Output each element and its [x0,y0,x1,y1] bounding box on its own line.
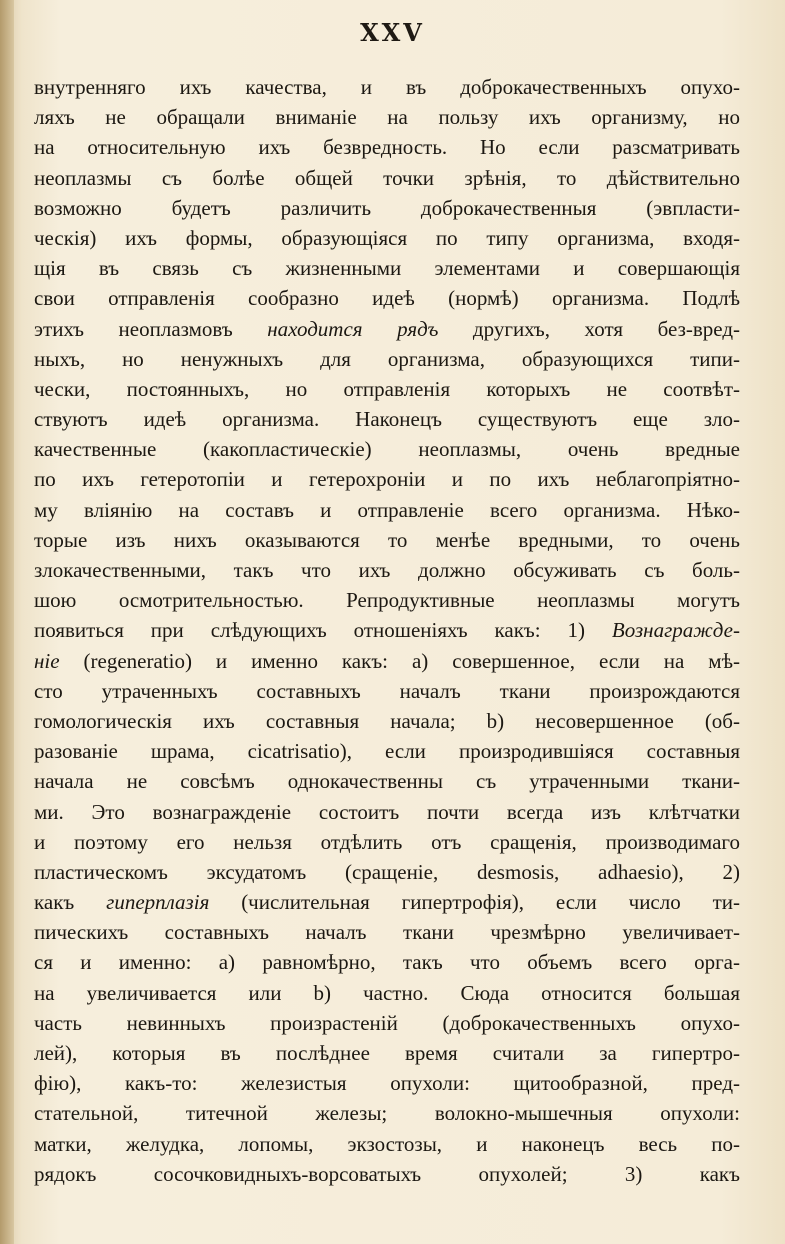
line-text: ся и именно: a) равномѣрно, такъ что объемъ всего орга- [34,950,740,975]
line-text: ми. Это вознагражденіе состоитъ почти всегда изъ клѣтчатки [34,799,740,824]
line-text: часть невинныхъ произрастеній (доброкачественныхъ опухо- [34,1010,740,1035]
line-text: появиться при слѣдующихъ отношеніяхъ какъ: 1) [34,618,612,643]
text-line [34,1098,740,1128]
text-line [34,102,740,132]
line-text: какъ [34,890,107,915]
text-line [34,736,740,766]
line-text: фію), какъ-то: железистыя опухоли: щитообразной, пред- [34,1071,740,1096]
line-text: этихъ неоплазмовъ [34,316,268,341]
text-line [34,193,740,223]
text-line [34,917,740,947]
line-text: му вліянію на составъ и отправленіе всего организма. Нѣко- [34,497,740,522]
text-line [34,132,740,162]
line-text: внутренняго ихъ качества, и въ доброкачественныхъ опухо- [34,75,740,99]
text-line [34,314,740,344]
text-line [34,283,740,313]
text-line [34,344,740,374]
text-line [34,555,740,585]
line-text: свои отправленія сообразно идеѣ (нормѣ) организма. Подлѣ [34,286,740,311]
line-text: на увеличивается или b) частно. Сюда относится большая [34,980,740,1005]
text-line [34,404,740,434]
text-line [34,978,740,1008]
line-text: ческія) ихъ формы, образующіяся по типу организма, входя- [34,225,740,250]
body-text [34,72,740,1189]
text-line [34,374,740,404]
line-text: чески, постоянныхъ, но отправленія которыхъ не соотвѣт- [34,376,740,401]
text-line [34,797,740,827]
line-text: пластическомъ эксудатомъ (сращеніе, desmosis, adhaesio), 2) [34,859,740,884]
line-text: рядокъ сосочковидныхъ-ворсоватыхъ опухолей; 3) какъ [34,1161,740,1186]
text-line [34,434,740,464]
line-text: по ихъ гетеротопіи и гетерохроніи и по ихъ неблагопріятно- [34,467,740,492]
line-text: шою осмотрительностью. Репродуктивные неоплазмы могутъ [34,588,740,613]
line-text: злокачественными, такъ что ихъ должно обсуживать съ боль- [34,558,740,582]
line-text: и поэтому его нельзя отдѣлить отъ сращенія, производимаго [34,829,740,854]
line-text: лей), которыя въ послѣднее время считали за гипертро- [34,1041,740,1065]
text-line [34,676,740,706]
line-text: неоплазмы съ болѣе общей точки зрѣнія, то дѣйствительно [34,165,740,190]
line-text: разованіе шрама, cicatrisatio), если произродившіяся составныя [34,739,740,764]
text-line [34,766,740,796]
text-line [34,223,740,253]
text-line [34,827,740,857]
text-line [34,1008,740,1038]
text-line [34,1159,740,1189]
text-line [34,1129,740,1159]
line-text: гомологическія ихъ составныя начала; b) несовершенное (об- [34,708,740,733]
line-text: ныхъ, но ненужныхъ для организма, образующихся типи- [34,346,740,371]
text-line [34,615,740,645]
text-line [34,1068,740,1098]
line-text: начала не совсѣмъ однокачественны съ утраченными ткани- [34,769,740,794]
text-line [34,253,740,283]
line-text: (числительная гипертрофія), если число ти- [209,890,740,915]
italic-term: гиперплазія [106,890,210,915]
text-line [34,706,740,736]
line-text: сто утраченныхъ составныхъ началъ ткани произрождаются [34,678,740,703]
italic-term: находится рядъ [267,316,439,341]
text-line [34,887,740,917]
line-text: торые изъ нихъ оказываются то менѣе вредными, то очень [34,527,740,552]
text-line [34,1038,740,1068]
line-text: на относительную ихъ безвредность. Но если разсматривать [34,135,740,160]
text-line [34,495,740,525]
line-text: щія въ связь съ жизненными элементами и совершающія [34,256,740,281]
line-text: ляхъ не обращали вниманіе на пользу ихъ организму, но [34,105,740,130]
line-text: ствуютъ идеѣ организма. Наконецъ существуютъ еще зло- [34,407,740,432]
text-line [34,72,740,102]
line-text: возможно будетъ различить доброкачественныя (эвпласти- [34,195,740,220]
text-line [34,464,740,494]
line-text: качественные (какопластическіе) неоплазмы, очень вредные [34,437,740,462]
line-text: стательной, титечной железы; волокно-мышечныя опухоли: [34,1101,740,1126]
text-line [34,585,740,615]
italic-term: Вознагражде- [611,618,740,643]
italic-term: ніе [34,648,60,673]
text-line [34,646,740,676]
text-line [34,163,740,193]
text-line [34,857,740,887]
line-text: пическихъ составныхъ началъ ткани чрезмѣрно увеличивает- [34,920,740,945]
line-text: (regeneratio) и именно какъ: a) совершенное, если на мѣ- [59,648,740,673]
line-text: матки, желудка, лопомы, экзостозы, и наконецъ весь по- [34,1131,740,1156]
line-text: другихъ, хотя без-вред- [438,316,740,341]
text-line [34,947,740,977]
page-number: XXV [360,18,425,47]
book-gutter [0,0,14,1244]
text-line [34,525,740,555]
